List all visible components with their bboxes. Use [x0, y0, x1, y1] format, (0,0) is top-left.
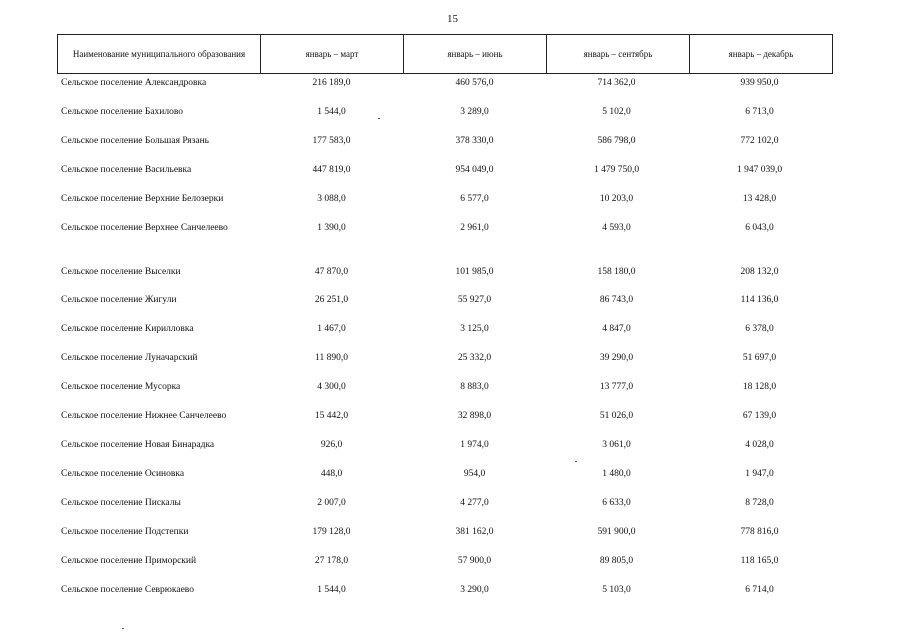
municipality-name: Сельское поселение Александровка [61, 78, 207, 88]
value-cell: 3 088,0 [317, 194, 346, 204]
value-cell: 939 950,0 [740, 78, 779, 88]
table-row [0, 351, 905, 365]
value-cell: 39 290,0 [599, 353, 634, 363]
municipality-name: Сельское поселение Большая Рязань [61, 136, 209, 146]
table-row [0, 322, 905, 336]
value-cell: 4 028,0 [745, 440, 774, 450]
value-cell: 1 974,0 [460, 440, 489, 450]
municipality-name: Сельское поселение Приморский [61, 556, 197, 566]
value-cell: 1 390,0 [317, 223, 346, 233]
municipality-name: Сельское поселение Верхнее Санчелеево [61, 223, 228, 233]
table-row [0, 409, 905, 423]
value-cell: 778 816,0 [740, 527, 779, 537]
value-cell: 5 103,0 [602, 585, 631, 595]
value-cell: 6 043,0 [745, 223, 774, 233]
table-row [0, 134, 905, 148]
table-header [57, 34, 833, 74]
value-cell: 954,0 [463, 469, 486, 479]
table-row [0, 221, 905, 235]
value-cell: 25 332,0 [457, 353, 492, 363]
municipality-name: Сельское поселение Васильевка [61, 165, 192, 175]
municipality-name: Сельское поселение Севрюкаево [61, 585, 194, 595]
value-cell: 11 890,0 [315, 353, 348, 363]
value-cell: 8 883,0 [460, 382, 489, 392]
municipality-name: Сельское поселение Бахилово [61, 107, 184, 117]
value-cell: 114 136,0 [740, 295, 779, 305]
scan-speck [575, 461, 577, 462]
scan-speck [122, 628, 124, 629]
value-cell: 32 898,0 [457, 411, 492, 421]
table-row [0, 76, 905, 90]
table-row [0, 554, 905, 568]
municipality-name: Сельское поселение Луначарский [61, 353, 198, 363]
header-period-q1: январь – март [261, 35, 404, 74]
value-cell: 179 128,0 [312, 527, 351, 537]
value-cell: 86 743,0 [599, 295, 634, 305]
value-cell: 47 870,0 [314, 267, 349, 277]
value-cell: 13 777,0 [599, 382, 634, 392]
value-cell: 55 927,0 [457, 295, 492, 305]
municipality-name: Сельское поселение Верхние Белозерки [61, 194, 224, 204]
value-cell: 586 798,0 [597, 136, 636, 146]
municipality-name: Сельское поселение Пискалы [61, 498, 181, 508]
value-cell: 1 544,0 [317, 107, 346, 117]
value-cell: 926,0 [320, 440, 343, 450]
value-cell: 3 125,0 [460, 324, 489, 334]
value-cell: 10 203,0 [599, 194, 634, 204]
value-cell: 18 128,0 [742, 382, 777, 392]
value-cell: 6 633,0 [602, 498, 631, 508]
value-cell: 177 583,0 [312, 136, 351, 146]
value-cell: 4 847,0 [602, 324, 631, 334]
value-cell: 447 819,0 [312, 165, 351, 175]
value-cell: 381 162,0 [455, 527, 494, 537]
table-row [0, 105, 905, 119]
value-cell: 3 290,0 [460, 585, 489, 595]
value-cell: 89 805,0 [599, 556, 634, 566]
value-cell: 1 467,0 [317, 324, 346, 334]
value-cell: 772 102,0 [740, 136, 779, 146]
value-cell: 2 007,0 [317, 498, 346, 508]
table-row [0, 293, 905, 307]
value-cell: 1 480,0 [602, 469, 631, 479]
municipality-name: Сельское поселение Жигули [61, 295, 177, 305]
value-cell: 5 102,0 [602, 107, 631, 117]
page-number: 15 [447, 13, 458, 25]
value-cell: 13 428,0 [742, 194, 777, 204]
scan-speck [378, 118, 380, 119]
value-cell: 51 026,0 [599, 411, 634, 421]
value-cell: 1 479 750,0 [593, 165, 640, 175]
municipality-name: Сельское поселение Нижнее Санчелеево [61, 411, 227, 421]
value-cell: 6 577,0 [460, 194, 489, 204]
value-cell: 1 947 039,0 [736, 165, 783, 175]
value-cell: 158 180,0 [597, 267, 636, 277]
municipality-name: Сельское поселение Осиновка [61, 469, 185, 479]
value-cell: 378 330,0 [455, 136, 494, 146]
value-cell: 4 300,0 [317, 382, 346, 392]
table-row [0, 380, 905, 394]
value-cell: 8 728,0 [745, 498, 774, 508]
table-row [0, 525, 905, 539]
value-cell: 101 985,0 [455, 267, 494, 277]
value-cell: 4 277,0 [460, 498, 489, 508]
value-cell: 67 139,0 [742, 411, 777, 421]
value-cell: 954 049,0 [455, 165, 494, 175]
value-cell: 118 165,0 [740, 556, 779, 566]
municipality-name: Сельское поселение Мусорка [61, 382, 181, 392]
value-cell: 3 289,0 [460, 107, 489, 117]
table-row [0, 163, 905, 177]
header-municipality: Наименование муниципального образования [58, 35, 261, 74]
table-row [0, 192, 905, 206]
table-row [0, 467, 905, 481]
value-cell: 6 378,0 [745, 324, 774, 334]
municipality-name: Сельское поселение Новая Бинарадка [61, 440, 215, 450]
value-cell: 216 189,0 [312, 78, 351, 88]
value-cell: 15 442,0 [314, 411, 349, 421]
value-cell: 26 251,0 [314, 295, 349, 305]
value-cell: 1 544,0 [317, 585, 346, 595]
value-cell: 591 900,0 [597, 527, 636, 537]
header-period-year: январь – декабрь [690, 35, 833, 74]
value-cell: 460 576,0 [455, 78, 494, 88]
table-row [0, 438, 905, 452]
value-cell: 3 061,0 [602, 440, 631, 450]
value-cell: 448,0 [320, 469, 343, 479]
value-cell: 2 961,0 [460, 223, 489, 233]
table-row [0, 496, 905, 510]
value-cell: 714 362,0 [597, 78, 636, 88]
value-cell: 57 900,0 [457, 556, 492, 566]
municipality-name: Сельское поселение Кирилловка [61, 324, 194, 334]
value-cell: 6 714,0 [745, 585, 774, 595]
value-cell: 6 713,0 [745, 107, 774, 117]
header-period-h1: январь – июнь [404, 35, 547, 74]
header-period-9m: январь – сентябрь [547, 35, 690, 74]
value-cell: 27 178,0 [314, 556, 349, 566]
municipality-name: Сельское поселение Подстепки [61, 527, 189, 537]
value-cell: 1 947,0 [745, 469, 774, 479]
municipality-name: Сельское поселение Выселки [61, 267, 181, 277]
value-cell: 4 593,0 [602, 223, 631, 233]
value-cell: 51 697,0 [742, 353, 777, 363]
table-row [0, 583, 905, 597]
value-cell: 208 132,0 [740, 267, 779, 277]
table-row [0, 265, 905, 279]
